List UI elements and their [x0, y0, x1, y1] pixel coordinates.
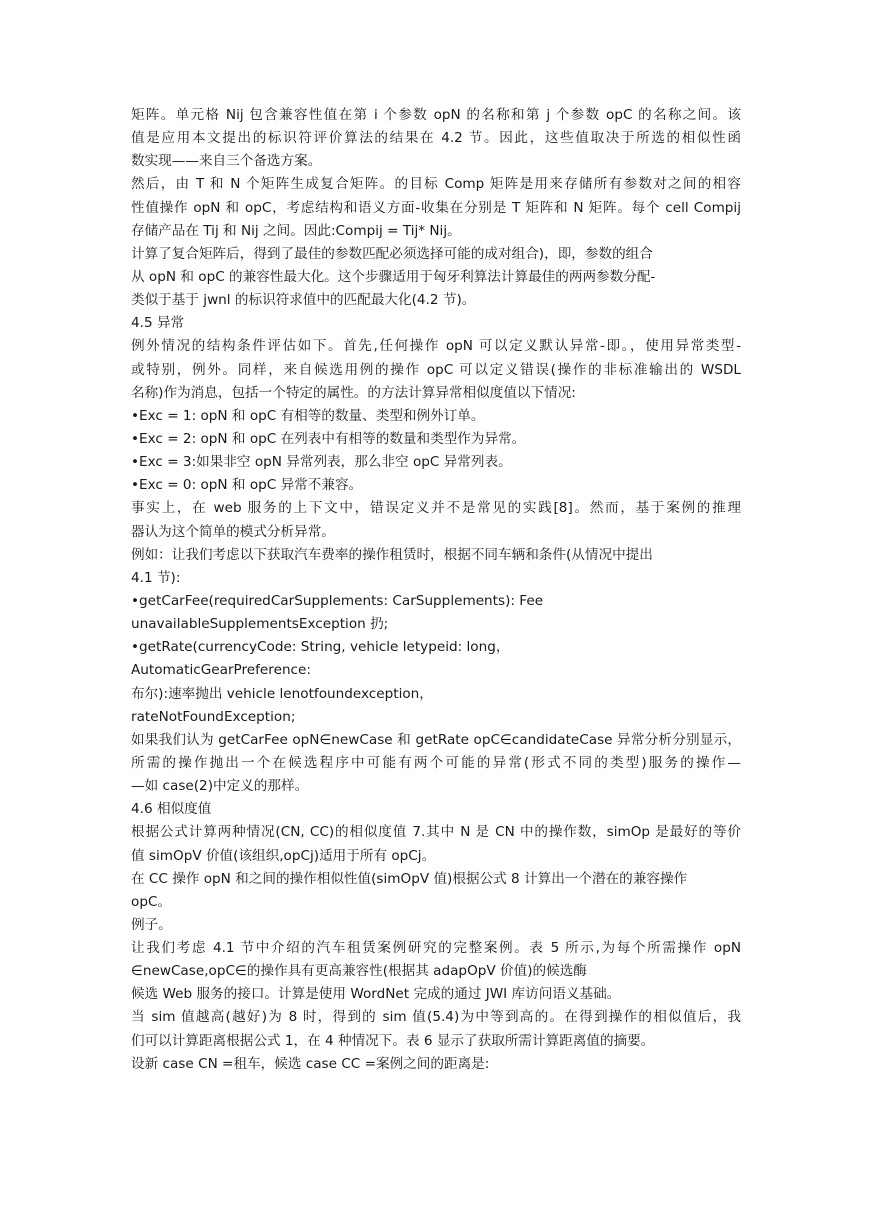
bullet-item: •Exc = 1: opN 和 opC 有相等的数量、类型和例外订单。: [131, 407, 485, 424]
text-line: —如 case(2)中定义的那样。: [131, 778, 309, 795]
text-line: 存储产品在 Tij 和 Nij 之间。因此:Compij = Tij* Nij。: [131, 222, 461, 239]
text-line: ∈newCase,opC∈的操作具有更高兼容性(根据其 adapOpV 价值)的候选酶: [131, 963, 587, 980]
text-line: 如果我们认为 getCarFee opN∈newCase 和 getRate opC∈candidateCase 异常分析分别显示，: [131, 731, 741, 748]
code-line: •getCarFee(requiredCarSupplements: CarSupplements): Fee: [131, 592, 544, 609]
text-line: 设新 case CN =租车，候选 case CC =案例之间的距离是:: [131, 1055, 490, 1072]
text-line: 事实上，在 web 服务的上下文中，错误定义并不是常见的实践[8]。然而，基于案例的推理: [131, 500, 741, 517]
text-line: 在 CC 操作 opN 和之间的操作相似性值(simOpV 值)根据公式 8 计算出一个潜在的兼容操作: [131, 870, 688, 887]
code-line: AutomaticGearPreference:: [131, 662, 311, 679]
text-line: 名称)作为消息，包括一个特定的属性。的方法计算异常相似度值以下情况:: [131, 384, 576, 401]
text-line: 性值操作 opN 和 opC，考虑结构和语义方面-收集在分别是 T 矩阵和 N 矩阵。每个 cell Compij: [131, 199, 741, 216]
text-line: 候选 Web 服务的接口。计算是使用 WordNet 完成的通过 JWI 库访问语义基础。: [131, 986, 621, 1003]
document-body: [131, 104, 741, 1076]
section-heading: 4.5 异常: [131, 315, 185, 332]
text-line: 4.1 节):: [131, 569, 181, 586]
code-line: •getRate(currencyCode: String, vehicle letypeid: long，: [131, 639, 510, 656]
text-line: 当 sim 值越高(越好)为 8 时，得到的 sim 值(5.4)为中等到高的。在得到操作的相似值后，我: [131, 1009, 741, 1026]
text-line: 器认为这个简单的模式分析异常。: [131, 523, 335, 540]
text-line: 所需的操作抛出一个在候选程序中可能有两个可能的异常(形式不同的类型)服务的操作—: [131, 754, 741, 771]
text-line: 例子。: [131, 916, 172, 933]
text-line: 数实现——来自三个备选方案。: [131, 153, 322, 170]
text-line: 从 opN 和 opC 的兼容性最大化。这个步骤适用于匈牙利算法计算最佳的两两参数分配-: [131, 268, 656, 285]
code-line: rateNotFoundException;: [131, 708, 296, 725]
text-line: 根据公式计算两种情况(CN, CC)的相似度值 7.其中 N 是 CN 中的操作数，simOp 是最好的等价: [131, 824, 741, 841]
bullet-item: •Exc = 3:如果非空 opN 异常列表，那么非空 opC 异常列表。: [131, 454, 512, 471]
text-line: 值是应用本文提出的标识符评价算法的结果在 4.2 节。因此，这些值取决于所选的相似性函: [131, 130, 741, 147]
text-line: 们可以计算距离根据公式 1，在 4 种情况下。表 6 显示了获取所需计算距离值的摘要。: [131, 1032, 655, 1049]
text-line: 例外情况的结构条件评估如下。首先,任何操作 opN 可以定义默认异常-即。，使用异常类型-: [131, 338, 741, 355]
section-heading: 4.6 相似度值: [131, 801, 212, 818]
text-line: 值 simOpV 价值(该组织,opCj)适用于所有 opCj。: [131, 847, 436, 864]
text-line: opC。: [131, 893, 172, 910]
text-line: 计算了复合矩阵后，得到了最佳的参数匹配必须选择可能的成对组合)，即，参数的组合: [131, 245, 653, 262]
text-line: 然后，由 T 和 N 个矩阵生成复合矩阵。的目标 Comp 矩阵是用来存储所有参数对之间的相容: [131, 176, 741, 193]
text-line: 类似于基于 jwnl 的标识符求值中的匹配最大化(4.2 节)。: [131, 292, 476, 309]
bullet-item: •Exc = 2: opN 和 opC 在列表中有相等的数量和类型作为异常。: [131, 430, 526, 447]
code-line: 布尔):速率抛出 vehicle lenotfoundexception，: [131, 685, 433, 702]
text-line: 例如：让我们考虑以下获取汽车费率的操作租赁时，根据不同车辆和条件(从情况中提出: [131, 546, 653, 563]
text-line: 或特别，例外。同样，来自候选用例的操作 opC 可以定义错误(操作的非标准输出的 WSDL: [131, 361, 741, 378]
bullet-item: •Exc = 0: opN 和 opC 异常不兼容。: [131, 477, 363, 494]
text-line: 让我们考虑 4.1 节中介绍的汽车租赁案例研究的完整案例。表 5 所示,为每个所需操作 opN: [131, 940, 741, 957]
text-line: 矩阵。单元格 Nij 包含兼容性值在第 i 个参数 opN 的名称和第 j 个参数 opC 的名称之间。该: [131, 107, 741, 123]
code-line: unavailableSupplementsException 扔;: [131, 616, 389, 633]
